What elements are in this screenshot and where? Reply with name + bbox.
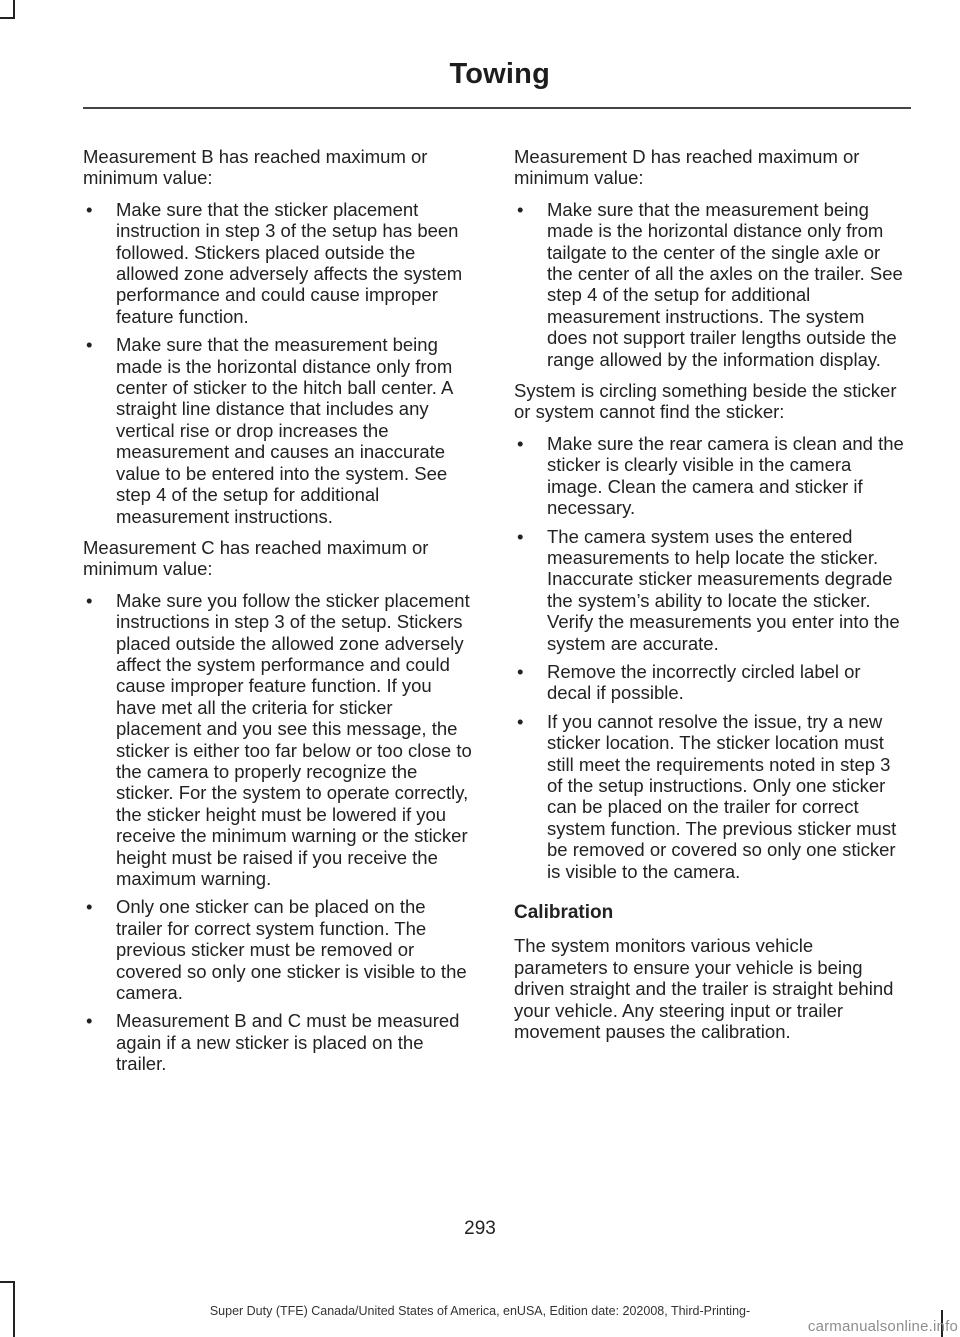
bullet-list (514, 199, 907, 370)
crop-mark-top-left-vertical (13, 0, 15, 18)
bullet-marker: • (86, 589, 93, 611)
page-number: 293 (464, 1218, 496, 1239)
bullet-marker: • (517, 198, 524, 220)
crop-mark-top-left-horizontal (0, 17, 15, 19)
bullet-marker: • (86, 896, 93, 918)
list-item-text: Make sure that the measurement being made is the horizontal distance only from tailgate to the center of the single axle or the center of all the axles on the trailer. See step 4 of the setup for additional measurement instructions. The system does not support trailer lengths outside the range allowed by the information display. (547, 198, 903, 370)
list-item (83, 199, 475, 327)
list-item (514, 199, 907, 370)
bullet-list (83, 590, 475, 1075)
list-item (83, 896, 475, 1003)
list-item-text: Make sure the rear camera is clean and the sticker is clearly visible in the camera image. Clean the camera and sticker if necessary. (547, 432, 904, 519)
right-column (514, 146, 907, 1052)
list-item (514, 433, 907, 519)
bullet-marker: • (86, 1010, 93, 1032)
section-intro: System is circling something beside the sticker or system cannot find the sticker: (514, 380, 897, 423)
bullet-marker: • (86, 198, 93, 220)
bullet-list (83, 199, 475, 527)
bullet-marker: • (517, 710, 524, 732)
bullet-marker: • (517, 525, 524, 547)
list-item (514, 661, 907, 704)
list-item-text: Make sure that the measurement being made is the horizontal distance only from center of sticker to the hitch ball center. A straight line distance that includes any vertical rise or drop increases the measurement and causes an inaccurate value to be entered into the system. See step 4 of the setup for additional measurement instructions. (116, 334, 453, 527)
bullet-marker: • (517, 660, 524, 682)
list-item (83, 590, 475, 890)
section-intro: Measurement D has reached maximum or minimum value: (514, 146, 860, 189)
list-item-text: Make sure that the sticker placement instruction in step 3 of the setup has been followed. Stickers placed outside the allowed zone adversely affects the system performance and could cause improper feature function. (116, 198, 463, 327)
section-intro: Measurement C has reached maximum or minimum value: (83, 536, 429, 580)
crop-mark-bottom-left-horizontal (0, 1281, 15, 1283)
bullet-marker: • (517, 432, 524, 454)
list-item-text: Measurement B and C must be measured again if a new sticker is placed on the trailer. (116, 1010, 460, 1075)
bullet-marker: • (86, 334, 93, 356)
list-item-text: Only one sticker can be placed on the trailer for correct system function. The previous sticker must be removed or covered so only one sticker is visible to the camera. (116, 896, 467, 1004)
list-item-text: The camera system uses the entered measurements to help locate the sticker. Inaccurate sticker measurements degrade the system’s ability to locate the sticker. Verify the measurements you enter into the system are accurate. (547, 525, 900, 654)
list-item (83, 1010, 475, 1074)
calibration-heading: Calibration (514, 902, 614, 923)
watermark: carmanualsonline.info (807, 1318, 958, 1335)
list-item-text: Remove the incorrectly circled label or decal if possible. (547, 660, 861, 704)
calibration-text: The system monitors various vehicle parameters to ensure your vehicle is being driven straight and the trailer is straight behind your vehicle. Any steering input or trailer movement pauses the calibration. (514, 935, 894, 1043)
header-divider (83, 107, 911, 109)
left-column (83, 146, 475, 1085)
list-item-text: Make sure you follow the sticker placement instructions in step 3 of the setup. Stickers placed outside the allowed zone adversely affect the system performance and could cause improper feature function. If you have met all the criteria for sticker placement and you see this message, the sticker is either too far below or too close to the camera to properly recognize the sticker. For the system to operate correctly, the sticker height must be lowered if you receive the minimum warning or the sticker height must be raised if you receive the maximum warning. (116, 589, 472, 889)
page-title: Towing (449, 58, 550, 90)
list-item-text: If you cannot resolve the issue, try a new sticker location. The sticker location must still meet the requirements noted in step 3 of the setup instructions. Only one sticker can be placed on the trailer for correct system function. The previous sticker must be removed or covered so only one sticker is visible to the camera. (547, 710, 897, 882)
footer-edition-info: Super Duty (TFE) Canada/United States of America, enUSA, Edition date: 202008, Third-Printing- (209, 1304, 751, 1318)
section-intro: Measurement B has reached maximum or minimum value: (83, 146, 428, 189)
list-item (514, 711, 907, 882)
bullet-list (514, 433, 907, 882)
list-item (514, 526, 907, 654)
list-item (83, 334, 475, 527)
